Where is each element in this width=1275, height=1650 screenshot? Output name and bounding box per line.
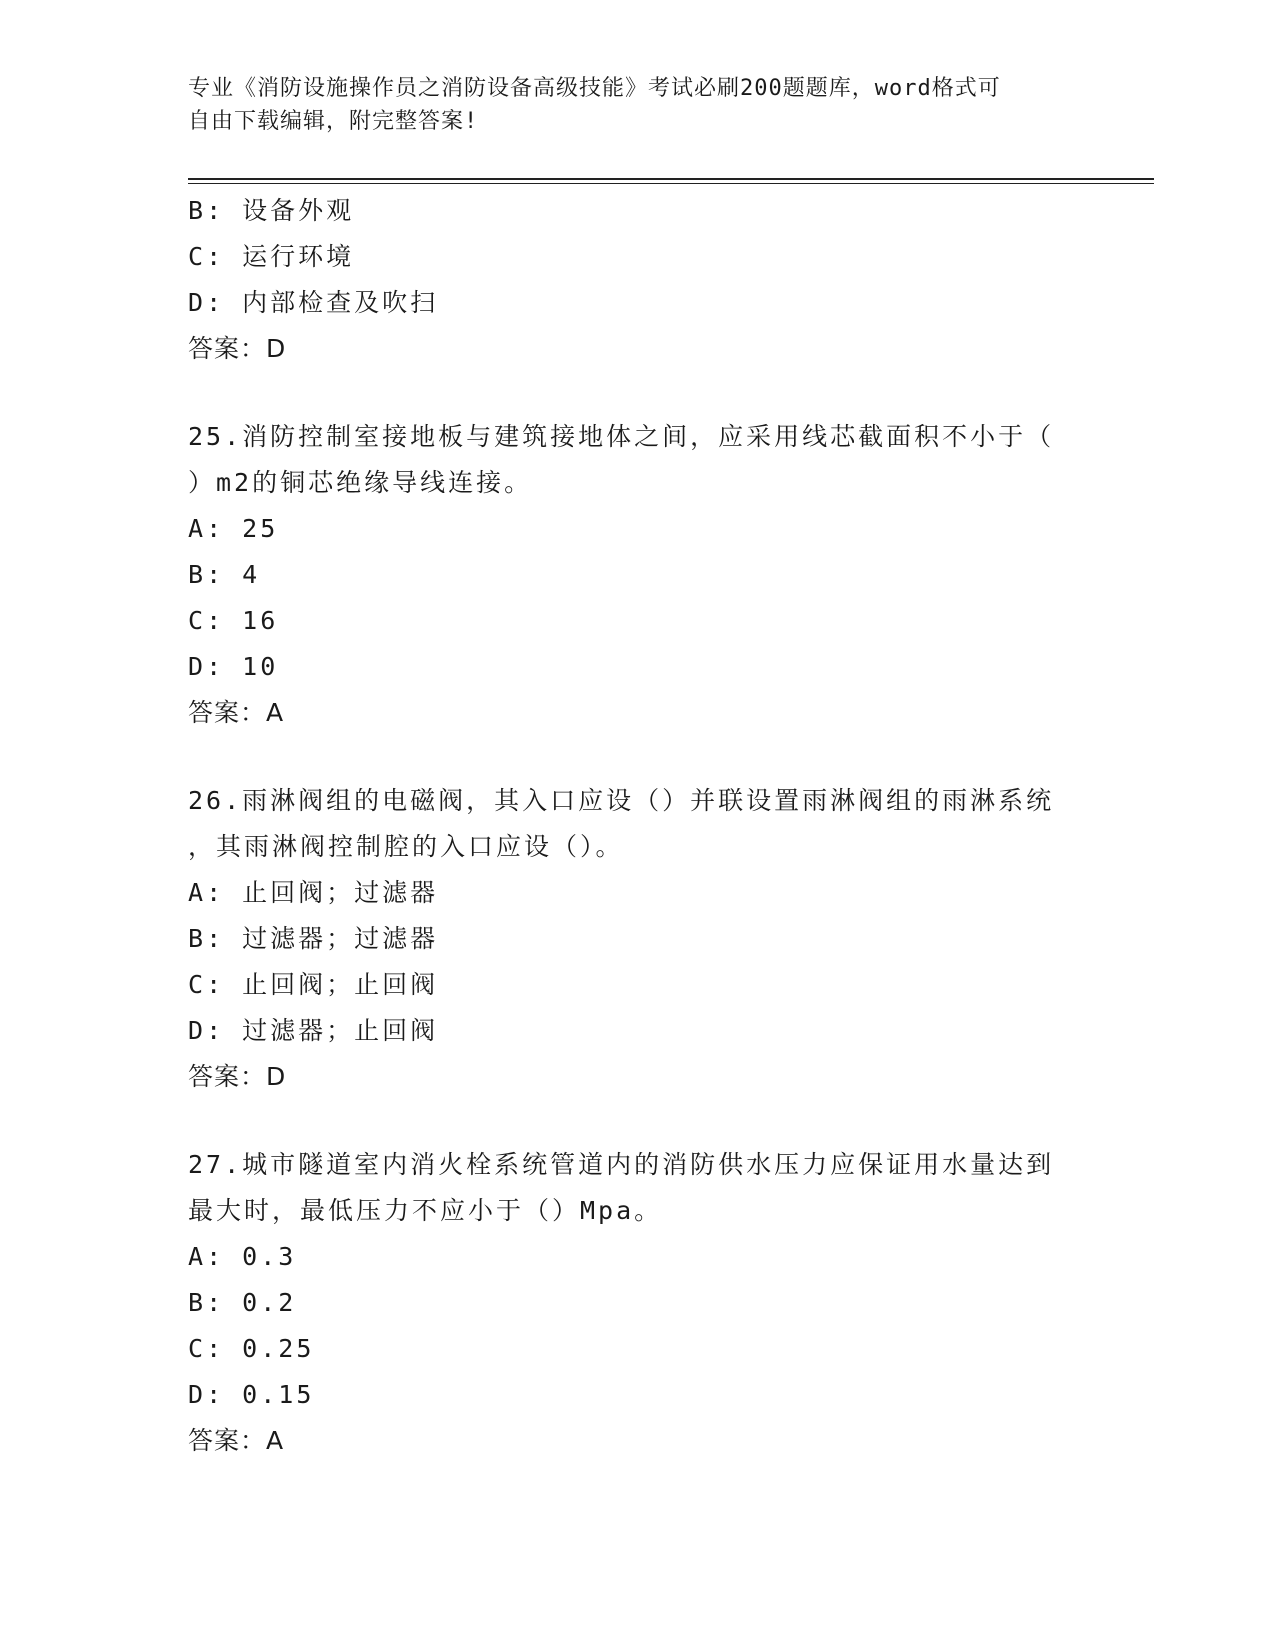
option-b: B: 0.2	[188, 1288, 297, 1317]
option-d: D: 0.15	[188, 1380, 315, 1409]
question-26	[188, 778, 1088, 1100]
option-b: B: 4	[188, 560, 261, 589]
option-text: 16	[242, 606, 279, 635]
header-divider-thick	[188, 178, 1154, 180]
option-a: A: 0.3	[188, 1242, 297, 1271]
option-c: C: 16	[188, 606, 279, 635]
option-text: 止回阀；过滤器	[242, 878, 439, 907]
option-letter: D	[188, 288, 207, 317]
option-letter: A	[188, 878, 207, 907]
answer-line: 答案：D	[188, 1062, 287, 1091]
option-letter: B	[188, 196, 207, 225]
question-list	[188, 188, 1088, 1464]
question-25	[188, 414, 1088, 736]
option-letter: B	[188, 924, 207, 953]
question-text-line: 26.雨淋阀组的电磁阀，其入口应设（）并联设置雨淋阀组的雨淋系统	[188, 786, 1055, 815]
header-divider-thin	[188, 183, 1154, 184]
option-b: B: 设备外观	[188, 196, 355, 225]
option-text: 过滤器；止回阀	[242, 1016, 439, 1045]
option-c: C: 运行环境	[188, 242, 355, 271]
option-letter: D	[188, 652, 207, 681]
option-text: 10	[242, 652, 279, 681]
option-text: 25	[242, 514, 279, 543]
question-text-line: ）m2的铜芯绝缘导线连接。	[188, 468, 533, 497]
option-d: D: 内部检查及吹扫	[188, 288, 439, 317]
question-text-line: 最大时，最低压力不应小于（）Mpa。	[188, 1196, 663, 1225]
header-line-1: 专业《消防设施操作员之消防设备高级技能》考试必刷200题题库，word格式可	[188, 76, 1001, 101]
option-c: C: 0.25	[188, 1334, 315, 1363]
option-letter: B	[188, 1288, 207, 1317]
answer-line: 答案：A	[188, 1426, 285, 1455]
option-text: 0.15	[242, 1380, 315, 1409]
option-letter: C	[188, 242, 207, 271]
question-text-line: 27.城市隧道室内消火栓系统管道内的消防供水压力应保证用水量达到	[188, 1150, 1055, 1179]
option-letter: D	[188, 1016, 207, 1045]
option-letter: C	[188, 970, 207, 999]
answer-line: 答案：A	[188, 698, 285, 727]
option-text: 过滤器；过滤器	[242, 924, 439, 953]
option-a: A: 25	[188, 514, 279, 543]
option-text: 0.25	[242, 1334, 315, 1363]
option-letter: B	[188, 560, 207, 589]
document-header	[188, 72, 1068, 138]
option-a: A: 止回阀；过滤器	[188, 878, 439, 907]
question-27	[188, 1142, 1088, 1464]
question-text	[188, 414, 1088, 506]
spacer	[188, 372, 1088, 414]
option-text: 止回阀；止回阀	[242, 970, 439, 999]
spacer	[188, 736, 1088, 778]
option-text: 设备外观	[242, 196, 355, 225]
option-d: D: 过滤器；止回阀	[188, 1016, 439, 1045]
option-text: 内部检查及吹扫	[242, 288, 439, 317]
option-c: C: 止回阀；止回阀	[188, 970, 439, 999]
option-text: 运行环境	[242, 242, 355, 271]
question-text	[188, 1142, 1088, 1234]
option-text: 0.3	[242, 1242, 297, 1271]
option-d: D: 10	[188, 652, 279, 681]
question-text-line: 25.消防控制室接地板与建筑接地体之间，应采用线芯截面积不小于（	[188, 422, 1055, 451]
option-letter: A	[188, 514, 207, 543]
answer-line: 答案：D	[188, 334, 287, 363]
option-letter: C	[188, 1334, 207, 1363]
question-partial	[188, 188, 1088, 372]
header-line-2: 自由下载编辑，附完整答案!	[188, 109, 479, 134]
option-text: 4	[242, 560, 261, 589]
question-text	[188, 778, 1088, 870]
option-letter: D	[188, 1380, 207, 1409]
question-text-line: ，其雨淋阀控制腔的入口应设（）。	[188, 832, 624, 861]
spacer	[188, 1100, 1088, 1142]
option-text: 0.2	[242, 1288, 297, 1317]
option-letter: C	[188, 606, 207, 635]
option-b: B: 过滤器；过滤器	[188, 924, 439, 953]
option-letter: A	[188, 1242, 207, 1271]
